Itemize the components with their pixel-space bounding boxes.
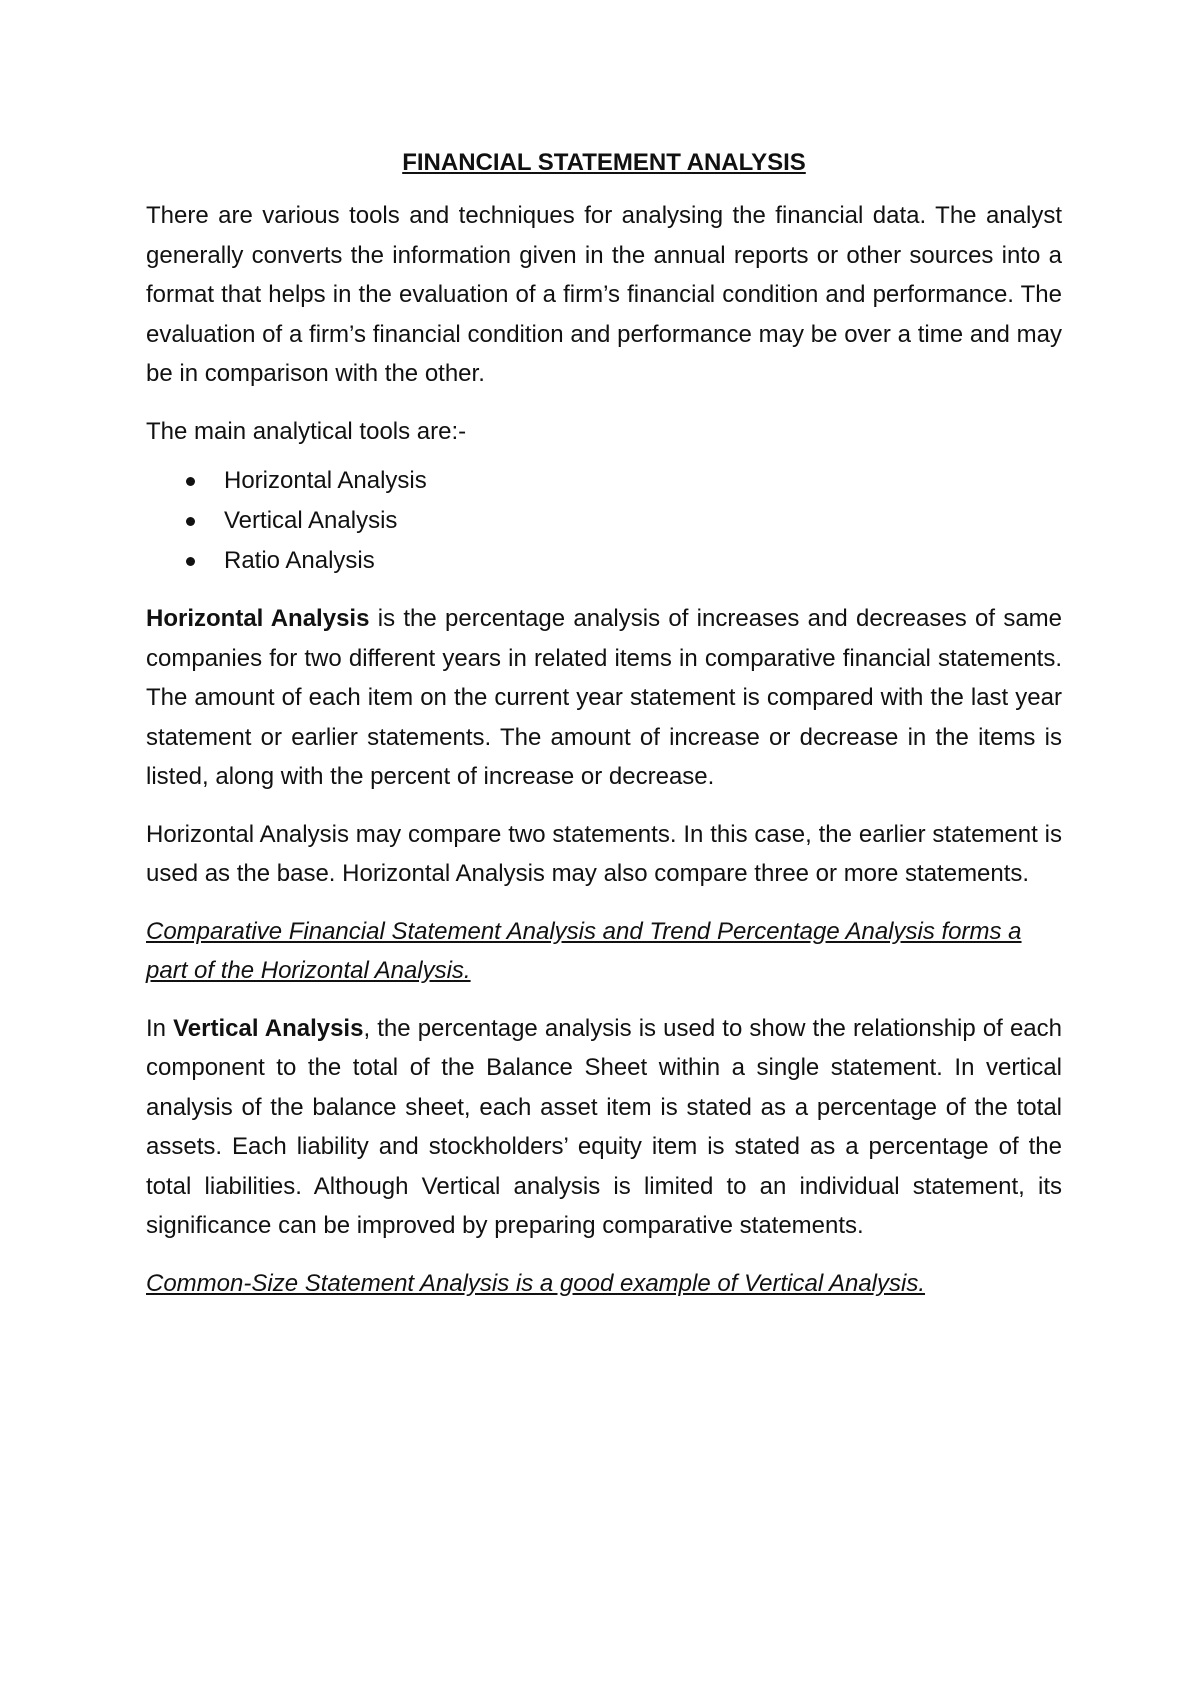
horizontal-analysis-term: Horizontal Analysis	[146, 605, 370, 632]
horizontal-analysis-paragraph	[146, 599, 1062, 797]
list-item-label: Ratio Analysis	[224, 547, 375, 574]
horizontal-analysis-definition: is the percentage analysis of increases and decreases of same companies for two different years in related items in comparative financial statements. The amount of each item on the current year statement is compared with the last year statement or earlier statements. The amount of increase or decrease in the items is listed, along with the percent of increase or decrease.	[146, 605, 1063, 790]
list-item	[146, 461, 1062, 501]
list-item-label: Horizontal Analysis	[224, 467, 427, 494]
tools-heading: The main analytical tools are:-	[146, 417, 467, 445]
horizontal-analysis-note: Comparative Financial Statement Analysis and Trend Percentage Analysis forms a part of the Horizontal Analysis.	[146, 917, 1022, 984]
vertical-analysis-paragraph	[146, 1009, 1062, 1246]
vertical-analysis-term: Vertical Analysis	[173, 1014, 364, 1042]
list-item	[146, 541, 1062, 581]
page-title: FINANCIAL STATEMENT ANALYSIS	[402, 149, 806, 176]
list-item-label: Vertical Analysis	[224, 507, 398, 534]
list-item	[146, 501, 1062, 541]
bullet-icon	[186, 517, 195, 526]
horizontal-analysis-paragraph-2: Horizontal Analysis may compare two statements. In this case, the earlier statement is used as the base. Horizontal Analysis may also compare three or more statements.	[146, 820, 1062, 887]
tools-list	[146, 461, 1062, 581]
intro-paragraph: There are various tools and techniques for analysing the financial data. The analyst generally converts the information given in the annual reports or other sources into a format that helps in the evaluation of a firm’s financial condition and performance. The evaluation of a firm’s financial condition and performance may be over a time and may be in comparison with the other.	[146, 202, 1062, 387]
bullet-icon	[186, 557, 195, 566]
vertical-analysis-note: Common-Size Statement Analysis is a good example of Vertical Analysis.	[146, 1269, 926, 1297]
bullet-icon	[186, 477, 195, 486]
document-page	[146, 146, 1062, 1321]
vertical-analysis-definition: , the percentage analysis is used to show the relationship of each component to the total of the Balance Sheet within a single statement. In vertical analysis of the balance sheet, each asset item is stated as a percentage of the total assets. Each liability and stockholders’ equity item is stated as a percentage of the total liabilities. Although Vertical analysis is limited to an individual statement, its significance can be improved by preparing comparative statements.	[146, 1014, 1063, 1239]
vertical-analysis-prefix: In	[146, 1014, 174, 1042]
